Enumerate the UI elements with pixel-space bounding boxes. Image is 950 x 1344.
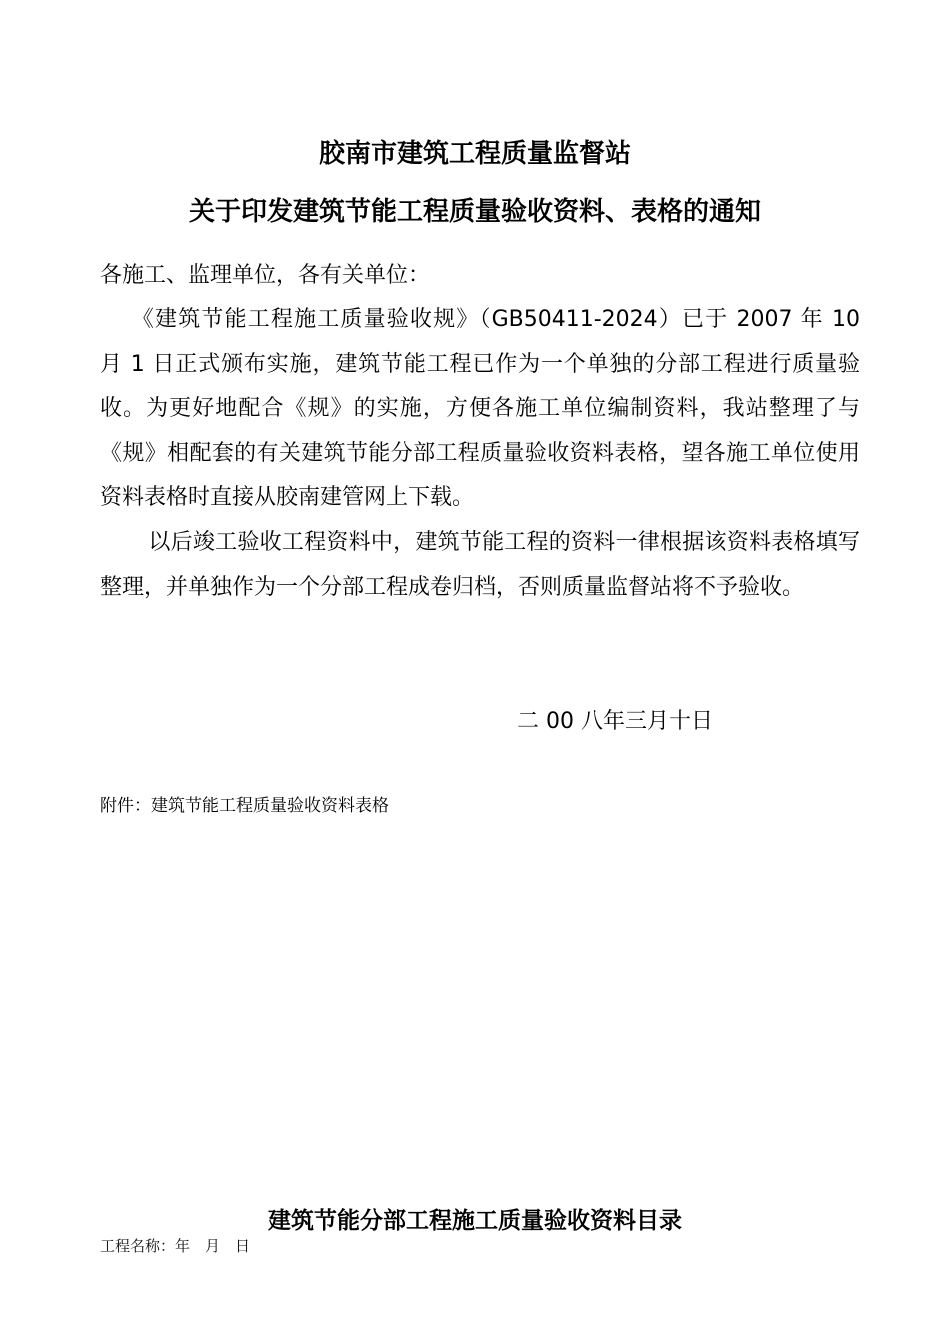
project-name-line: 工程名称：年 月 日 — [100, 1237, 251, 1255]
org-title: 胶南市建筑工程质量监督站 — [318, 139, 631, 169]
salutation: 各施工、监理单位，各有关单位： — [100, 263, 431, 288]
body-paragraph-1: 《建筑节能工程施工质量验收规》（GB50411-2024）已于 2007 年 10 月 1 日正式颁布实施，建筑节能工程已作为一个单独的分部工程进行质量验收。为更好地配合《规》的实施，方便各施工单位编制资料，我站整理了与《规》相配套的有关建筑节能分部工程质量验收资料表格，望各施工单位使用资料表格时直接从胶南建管网上下载。 — [100, 307, 860, 511]
body-paragraph-2: 以后竣工验收工程资料中，建筑节能工程的资料一律根据该资料表格填写整理，并单独作为一个分部工程成卷归档，否则质量监督站将不予验收。 — [100, 530, 860, 600]
notice-title: 关于印发建筑节能工程质量验收资料、表格的通知 — [188, 197, 761, 227]
issue-date: 二 00 八年三月十日 — [517, 709, 713, 734]
directory-title: 建筑节能分部工程施工质量验收资料目录 — [268, 1208, 682, 1234]
attachment-note: 附件：建筑节能工程质量验收资料表格 — [100, 796, 389, 816]
